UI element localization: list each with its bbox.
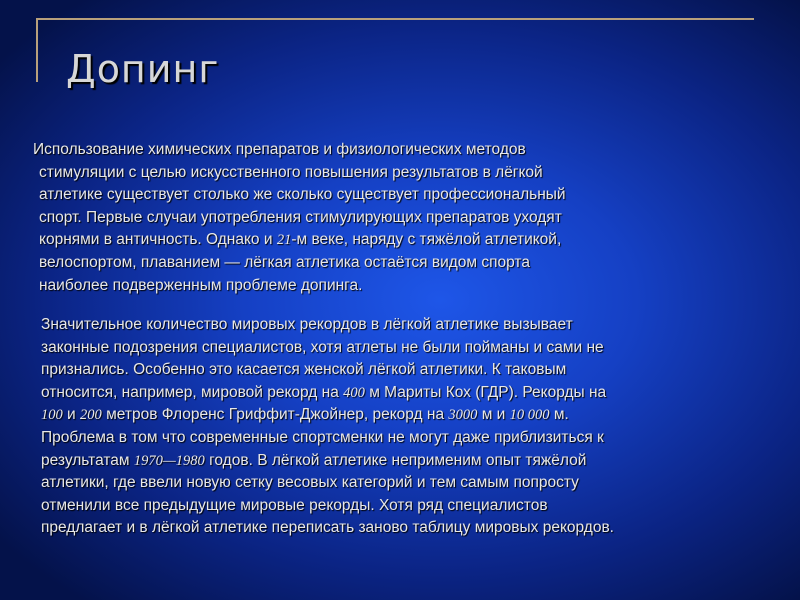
text-fragment: годов. В лёгкой атлетике неприменим опыт тяжёлой <box>204 451 587 469</box>
text-fragment: и <box>62 406 81 424</box>
frame-left-line <box>36 18 38 82</box>
text-line: Значительное количество мировых рекордов в лёгкой атлетике вызывает <box>41 316 573 333</box>
century-number: 21 <box>276 232 292 249</box>
text-line: Использование химических препаратов и физиологических методов <box>33 141 526 158</box>
text-fragment: результатам <box>41 451 134 469</box>
text-line: спорт. Первые случаи употребления стимулирующих препаратов уходят <box>39 208 562 226</box>
text-line: законные подозрения специалистов, хотя атлеты не были пойманы и сами не <box>41 338 604 356</box>
text-line: атлетике существует столько же сколько существует профессиональный <box>39 186 566 204</box>
text-line <box>41 382 781 405</box>
slide-title: Допинг <box>66 47 220 91</box>
record-distance-200: 200 <box>80 407 102 424</box>
text-line: предлагает и в лёгкой атлетике переписать заново таблицу мировых рекордов. <box>41 519 614 537</box>
text-fragment: корнями в античность. Однако и <box>39 231 277 249</box>
paragraph-intro <box>33 139 745 297</box>
record-distance-100: 100 <box>41 407 63 424</box>
text-line <box>41 450 781 473</box>
text-line: стимуляции с целью искусственного повышения результатов в лёгкой <box>39 163 543 181</box>
years-range: 1970—1980 <box>133 452 205 469</box>
text-line: атлетики, где ввели новую сетку весовых категорий и тем самым попросту <box>41 474 579 492</box>
text-fragment: метров Флоренс Гриффит-Джойнер, рекорд на <box>101 406 449 424</box>
text-fragment: относится, например, мировой рекорд на <box>41 383 344 401</box>
text-line: Проблема в том что современные спортсменки не могут даже приблизиться к <box>41 428 604 446</box>
paragraph-records <box>41 314 781 540</box>
text-fragment: -м веке, наряду с тяжёлой атлетикой, <box>291 231 562 249</box>
text-line <box>33 229 745 252</box>
text-line <box>41 404 781 427</box>
text-fragment: м и <box>477 406 510 424</box>
record-distance-10000: 10 000 <box>509 407 550 424</box>
text-fragment: м. <box>549 406 569 424</box>
text-line: велоспортом, плаванием — лёгкая атлетика остаётся видом спорта <box>39 253 530 271</box>
record-distance-400: 400 <box>343 384 365 401</box>
text-line: наиболее подверженным проблеме допинга. <box>39 276 363 294</box>
text-fragment: м Мариты Кох (ГДР). Рекорды на <box>364 383 607 401</box>
record-distance-3000: 3000 <box>448 407 478 424</box>
frame-top-line <box>36 18 754 20</box>
text-line: отменили все предыдущие мировые рекорды. Хотя ряд специалистов <box>41 496 548 514</box>
text-line: признались. Особенно это касается женской лёгкой атлетики. К таковым <box>41 361 567 379</box>
